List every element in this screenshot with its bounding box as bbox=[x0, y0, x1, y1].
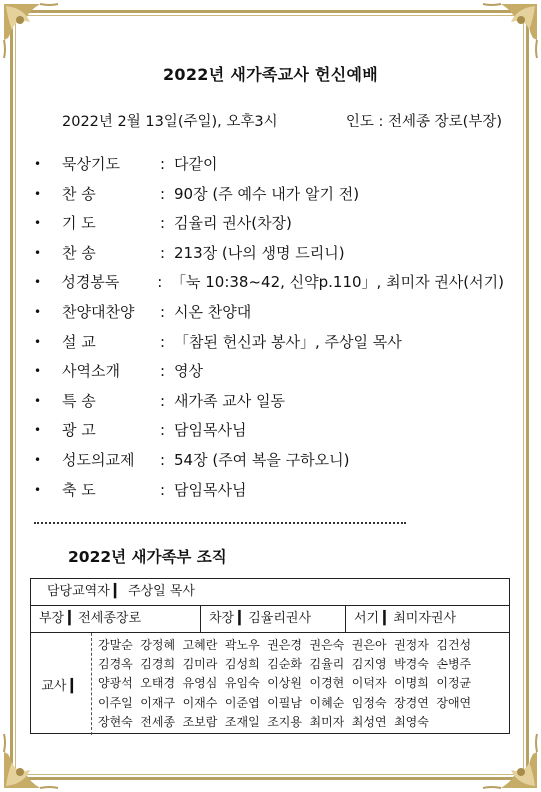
order-label: 찬양대찬양 bbox=[62, 302, 135, 321]
order-value: 김율리 권사(차장) bbox=[174, 214, 292, 233]
teacher-name: 양광석 bbox=[98, 676, 133, 691]
bullet-icon: • bbox=[34, 364, 42, 379]
order-item bbox=[34, 476, 504, 506]
teacher-name: 강말순 bbox=[98, 638, 133, 652]
org-role-label: 차장 ▎ bbox=[209, 611, 249, 626]
order-item bbox=[34, 328, 504, 358]
order-separator: : bbox=[160, 332, 166, 351]
order-separator: : bbox=[160, 243, 166, 262]
org-table bbox=[30, 578, 510, 734]
order-value: 90장 (주 예수 내가 알기 전) bbox=[174, 184, 360, 203]
order-label: 기 도 bbox=[62, 214, 96, 233]
order-value: 다같이 bbox=[174, 155, 218, 173]
teacher-name: 이정균 bbox=[436, 676, 472, 691]
service-leader: 인도 : 전세종 장로(부장) bbox=[345, 114, 502, 130]
teacher-name: 박경숙 bbox=[394, 657, 429, 672]
order-item bbox=[34, 209, 504, 239]
worship-order-list bbox=[34, 150, 504, 505]
order-value: 새가족 교사 일동 bbox=[174, 391, 285, 410]
order-separator: : bbox=[160, 155, 166, 173]
bullet-icon: • bbox=[34, 482, 42, 497]
teacher-name: 조재일 bbox=[224, 714, 260, 729]
teacher-name: 김경희 bbox=[140, 657, 176, 672]
org-pastor-row bbox=[31, 579, 509, 606]
order-value: 담임목사님 bbox=[174, 480, 247, 499]
bullet-icon: • bbox=[34, 452, 42, 467]
bullet-icon: • bbox=[34, 275, 42, 290]
teacher-name: 이혜순 bbox=[309, 695, 345, 710]
teacher-name: 장현숙 bbox=[98, 714, 133, 729]
order-item bbox=[34, 268, 504, 298]
org-role-cell bbox=[31, 606, 201, 632]
teacher-name: 김율리 bbox=[309, 657, 345, 672]
order-value: 영상 bbox=[174, 362, 203, 381]
teacher-name: 강정혜 bbox=[140, 638, 176, 652]
teacher-name: 이명희 bbox=[394, 676, 429, 691]
bullet-icon: • bbox=[34, 334, 42, 349]
teacher-name: 조보람 bbox=[182, 714, 218, 729]
teacher-name: 김지영 bbox=[351, 657, 387, 672]
org-roles-row bbox=[31, 606, 509, 633]
teacher-name: 이재구 bbox=[140, 695, 176, 710]
teacher-name: 이경현 bbox=[309, 676, 345, 691]
order-separator: : bbox=[160, 214, 166, 233]
teacher-name: 유영심 bbox=[182, 676, 218, 691]
org-role-label: 부장 ▎ bbox=[39, 611, 79, 626]
order-separator: : bbox=[160, 421, 166, 440]
teacher-name: 장경연 bbox=[394, 695, 429, 710]
org-role-name: 김율리권사 bbox=[248, 611, 312, 626]
order-item bbox=[34, 446, 504, 476]
order-separator: : bbox=[160, 362, 166, 381]
org-teacher-label: 교사 ▎ bbox=[31, 633, 92, 735]
order-separator: : bbox=[160, 184, 166, 203]
order-label: 설 교 bbox=[62, 332, 96, 351]
teacher-name: 김미라 bbox=[182, 657, 218, 672]
org-pastor-label: 담당교역자 ▎ bbox=[47, 584, 124, 599]
teacher-name: 오태경 bbox=[140, 676, 176, 691]
order-separator: : bbox=[157, 273, 163, 292]
teacher-name: 최영숙 bbox=[394, 714, 429, 729]
order-label: 축 도 bbox=[62, 480, 96, 499]
order-separator: : bbox=[160, 391, 166, 410]
teacher-name: 김순화 bbox=[267, 657, 302, 672]
order-label: 성경봉독 bbox=[61, 273, 120, 292]
corner-ornament-icon bbox=[479, 0, 541, 62]
teacher-name: 장애연 bbox=[436, 695, 472, 710]
order-item bbox=[34, 150, 504, 180]
order-separator: : bbox=[160, 302, 166, 321]
teacher-name: 권은아 bbox=[351, 638, 387, 652]
bullet-icon: • bbox=[34, 216, 42, 231]
divider bbox=[34, 522, 406, 524]
order-item bbox=[34, 298, 504, 328]
teacher-name: 이주일 bbox=[98, 695, 133, 710]
order-value: 시온 찬양대 bbox=[174, 302, 252, 321]
teacher-name: 최성연 bbox=[351, 714, 387, 729]
bullet-icon: • bbox=[34, 423, 42, 438]
teacher-name: 이필남 bbox=[267, 695, 302, 710]
order-separator: : bbox=[160, 450, 166, 469]
order-value: 「참된 헌신과 봉사」, 주상일 목사 bbox=[174, 332, 402, 351]
teacher-name: 곽노우 bbox=[224, 638, 260, 652]
teacher-name: 이재수 bbox=[182, 695, 218, 710]
order-value: 담임목사님 bbox=[174, 421, 247, 440]
teacher-name: 조지용 bbox=[267, 714, 302, 729]
order-label: 찬 송 bbox=[62, 243, 96, 262]
corner-ornament-icon bbox=[479, 730, 541, 792]
order-label: 광 고 bbox=[62, 421, 96, 440]
order-label: 사역소개 bbox=[62, 362, 120, 381]
teacher-name: 임정숙 bbox=[351, 695, 387, 710]
org-teachers-row bbox=[31, 633, 509, 735]
teacher-name: 손병주 bbox=[436, 657, 472, 672]
order-label: 성도의교제 bbox=[62, 450, 135, 469]
service-date: 2022년 2월 13일(주일), 오후3시 bbox=[62, 114, 278, 130]
teacher-name: 최미자 bbox=[309, 714, 345, 729]
bullet-icon: • bbox=[34, 304, 42, 319]
teacher-name: 권은경 bbox=[267, 638, 302, 652]
bullet-icon: • bbox=[34, 245, 42, 260]
order-item bbox=[34, 416, 504, 446]
order-item bbox=[34, 387, 504, 417]
order-item bbox=[34, 239, 504, 269]
order-label: 묵상기도 bbox=[62, 155, 120, 173]
order-item bbox=[34, 357, 504, 387]
corner-ornament-icon bbox=[0, 0, 62, 62]
teacher-name: 이덕자 bbox=[351, 676, 387, 691]
service-info bbox=[62, 110, 502, 131]
teacher-name: 김경옥 bbox=[98, 657, 133, 672]
order-separator: : bbox=[160, 480, 166, 499]
org-title: 2022년 새가족부 조직 bbox=[68, 548, 227, 566]
bullet-icon: • bbox=[34, 157, 42, 171]
bullet-icon: • bbox=[34, 186, 42, 201]
teacher-name: 유임숙 bbox=[224, 676, 260, 691]
order-label: 특 송 bbox=[62, 391, 96, 410]
order-value: 213장 (나의 생명 드리니) bbox=[174, 243, 345, 262]
teacher-list bbox=[92, 633, 509, 735]
page-title: 2022년 새가족교사 헌신예배 bbox=[162, 65, 379, 84]
bullet-icon: • bbox=[34, 393, 42, 408]
org-role-label: 서기 ▎ bbox=[354, 611, 394, 626]
org-role-cell bbox=[201, 606, 346, 632]
teacher-name: 권정자 bbox=[394, 638, 429, 652]
teacher-name: 김성희 bbox=[224, 657, 260, 672]
org-pastor-name: 주상일 목사 bbox=[128, 584, 195, 599]
org-role-cell bbox=[346, 606, 509, 632]
corner-ornament-icon bbox=[0, 730, 62, 792]
order-item bbox=[34, 180, 504, 210]
teacher-name: 김건성 bbox=[436, 638, 472, 652]
teacher-name: 이상원 bbox=[267, 676, 302, 691]
order-value: 「눅 10:38~42, 신약p.110」, 최미자 권사(서기) bbox=[170, 273, 504, 292]
teacher-name: 전세종 bbox=[140, 714, 176, 729]
teacher-name: 권은숙 bbox=[309, 638, 345, 652]
org-role-name: 전세종장로 bbox=[78, 611, 142, 626]
order-label: 찬 송 bbox=[62, 184, 96, 203]
teacher-name: 고혜란 bbox=[182, 638, 218, 652]
order-value: 54장 (주여 복을 구하오니) bbox=[174, 450, 350, 469]
org-role-name: 최미자권사 bbox=[393, 611, 457, 626]
teacher-name: 이준엽 bbox=[224, 695, 260, 710]
